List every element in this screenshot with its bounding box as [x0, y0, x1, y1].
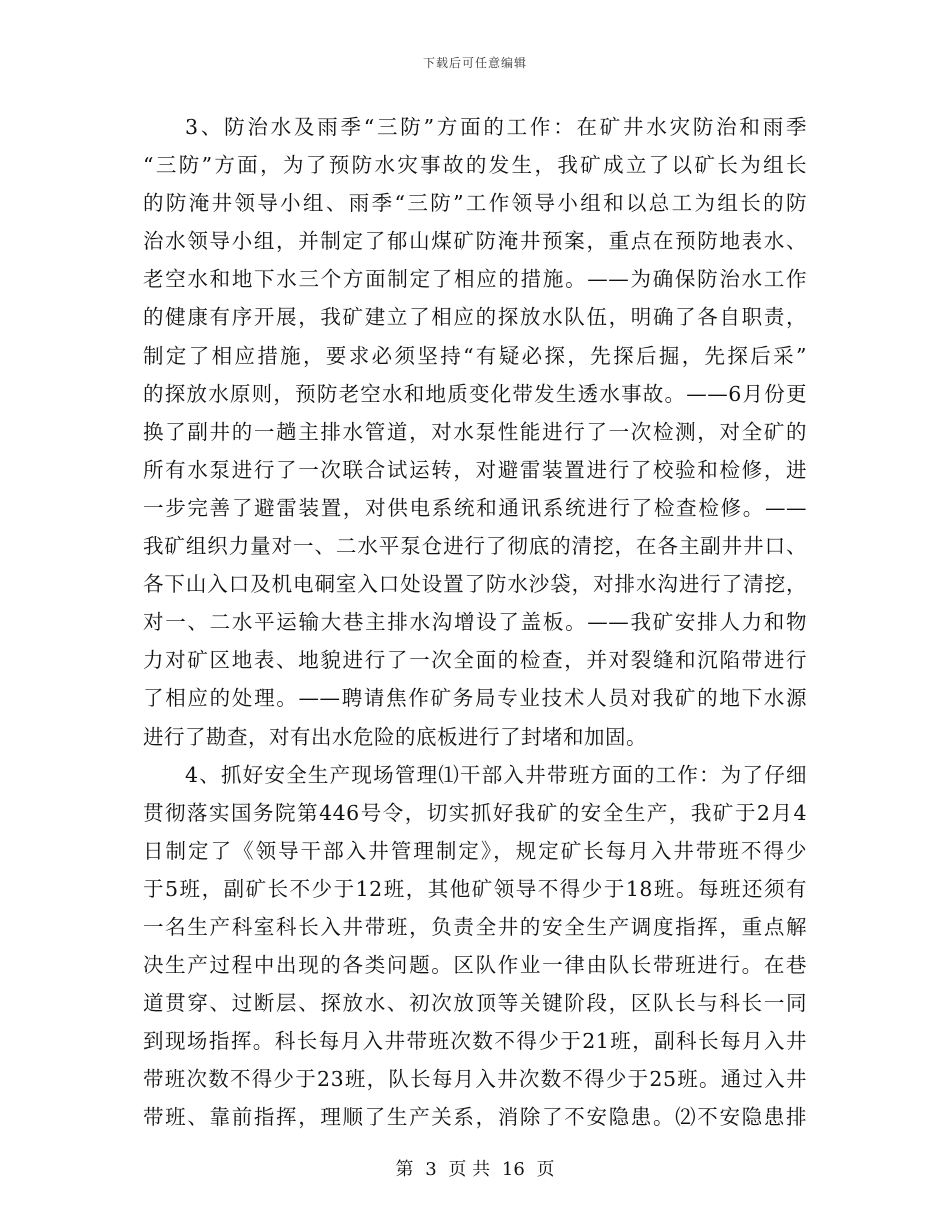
text-line: 道贯穿、过断层、探放水、初次放顶等关键阶段，区队长与科长一同: [143, 991, 807, 1016]
text-line: 治水领导小组，并制定了郁山煤矿防淹井预案，重点在预防地表水、: [143, 229, 807, 254]
document-body: [143, 108, 807, 1137]
footer-suffix: 页: [536, 1159, 555, 1180]
page-number: 3: [425, 1159, 437, 1180]
footer-prefix: 第: [395, 1159, 414, 1180]
text-line: 了相应的处理。——聘请焦作矿务局专业技术人员对我矿的地下水源: [143, 686, 807, 711]
footer-mid: 页 共: [448, 1159, 491, 1180]
text-line: 的防淹井领导小组、雨季“三防”工作领导小组和以总工为组长的防: [143, 191, 807, 216]
text-line: 进行了勘查，对有出水危险的底板进行了封堵和加固。: [143, 724, 647, 749]
page-total: 16: [501, 1159, 525, 1180]
page-header: 下载后可任意编辑: [422, 56, 527, 70]
text-line: 的探放水原则，预防老空水和地质变化带发生透水事故。——6月份更: [143, 381, 807, 406]
text-line: 制定了相应措施，要求必须坚持“有疑必探，先探后掘，先探后采”: [143, 343, 807, 368]
text-line: 换了副井的一趟主排水管道，对水泵性能进行了一次检测，对全矿的: [143, 419, 807, 444]
text-line: 一步完善了避雷装置，对供电系统和通讯系统进行了检查检修。——: [143, 495, 807, 520]
text-line: 对一、二水平运输大巷主排水沟增设了盖板。——我矿安排人力和物: [143, 610, 807, 635]
text-line: 到现场指挥。科长每月入井带班次数不得少于21班，副科长每月入井: [143, 1029, 807, 1054]
text-line: 日制定了《领导干部入井管理制定》，规定矿长每月入井带班不得少: [143, 838, 807, 863]
text-line: 贯彻落实国务院第446号令，切实抓好我矿的安全生产，我矿于2月4: [143, 800, 807, 825]
text-line: 所有水泵进行了一次联合试运转，对避雷装置进行了校验和检修，进: [143, 457, 807, 482]
paragraph-3: [143, 108, 807, 756]
text-line: “三防”方面，为了预防水灾事故的发生，我矿成立了以矿长为组长: [143, 153, 807, 178]
text-line: 3、防治水及雨季“三防”方面的工作：在矿井水灾防治和雨季: [185, 115, 807, 139]
text-line: 于5班，副矿长不少于12班，其他矿领导不得少于18班。每班还须有: [143, 876, 807, 901]
page-footer: [0, 1155, 950, 1181]
text-line: 决生产过程中出现的各类问题。区队作业一律由队长带班进行。在巷: [143, 953, 807, 978]
paragraph-4: [143, 756, 807, 1137]
text-line: 带班、靠前指挥，理顺了生产关系，消除了不安隐患。⑵不安隐患排: [143, 1105, 807, 1130]
text-line: 一名生产科室科长入井带班，负责全井的安全生产调度指挥，重点解: [143, 914, 807, 939]
text-line: 带班次数不得少于23班，队长每月入井次数不得少于25班。通过入井: [143, 1067, 807, 1092]
text-line: 老空水和地下水三个方面制定了相应的措施。——为确保防治水工作: [143, 267, 807, 292]
text-line: 我矿组织力量对一、二水平泵仓进行了彻底的清挖，在各主副井井口、: [143, 534, 807, 559]
text-line: 力对矿区地表、地貌进行了一次全面的检查，并对裂缝和沉陷带进行: [143, 648, 807, 673]
text-line: 各下山入口及机电硐室入口处设置了防水沙袋，对排水沟进行了清挖，: [143, 572, 807, 597]
text-line: 的健康有序开展，我矿建立了相应的探放水队伍，明确了各自职责，: [143, 305, 807, 330]
text-line: 4、抓好安全生产现场管理⑴干部入井带班方面的工作：为了仔细: [185, 762, 807, 787]
